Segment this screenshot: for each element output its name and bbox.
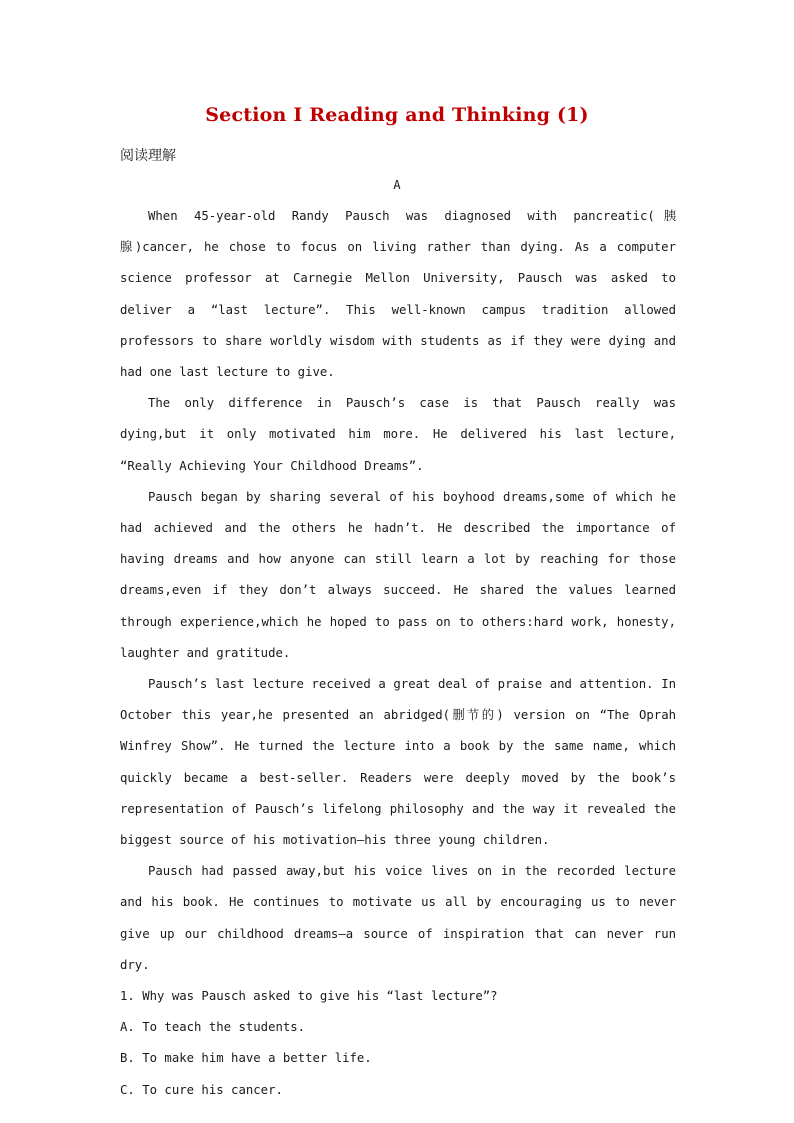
answer-option: A. To teach the students. (120, 1020, 306, 1035)
paragraph: The only difference in Pausch’s case is that Pausch really was dying,but it only motivated him more. He delivered his last lecture, “Really Achieving Your Childhood Dreams”. (120, 396, 676, 473)
section-label: 阅读理解 (120, 148, 176, 164)
answer-option: C. To cure his cancer. (120, 1082, 283, 1097)
passage-body (120, 201, 676, 1106)
paragraph: When 45-year-old Randy Pausch was diagnosed with pancreatic(胰腺)cancer, he chose to focus on living rather than dying. As a computer science professor at Carnegie Mellon University, Pausch was asked to deliver a “last lecture”. This well-known campus tradition allowed professors to share worldly wisdom with students as if they were dying and had one last lecture to give. (120, 209, 676, 380)
paragraph: Pausch’s last lecture received a great deal of praise and attention. In October this year,he presented an abridged(删节的) version on “The Oprah Winfrey Show”. He turned the lecture into a book by the same name, which quickly became a best-seller. Readers were deeply moved by the book’s representation of Pausch’s lifelong philosophy and the way it revealed the biggest source of his motivation—his three young children. (120, 677, 676, 848)
passage-letter: A (393, 178, 401, 192)
paragraph: Pausch had passed away,but his voice lives on in the recorded lecture and his book. He continues to motivate us all by encouraging us to never give up our childhood dreams—a source of inspiration that can never run dry. (120, 864, 676, 972)
answer-option: B. To make him have a better life. (120, 1051, 372, 1066)
page-title: Section Ⅰ Reading and Thinking (1) (205, 104, 589, 126)
paragraph: Pausch began by sharing several of his boyhood dreams,some of which he had achieved and the others he hadn’t. He described the importance of having dreams and how anyone can still learn a lot by reaching for those dreams,even if they don’t always succeed. He shared the values learned through experience,which he hoped to pass on to others:hard work, honesty, laughter and gratitude. (120, 489, 676, 660)
question-stem: 1. Why was Pausch asked to give his “last lecture”? (120, 989, 498, 1004)
